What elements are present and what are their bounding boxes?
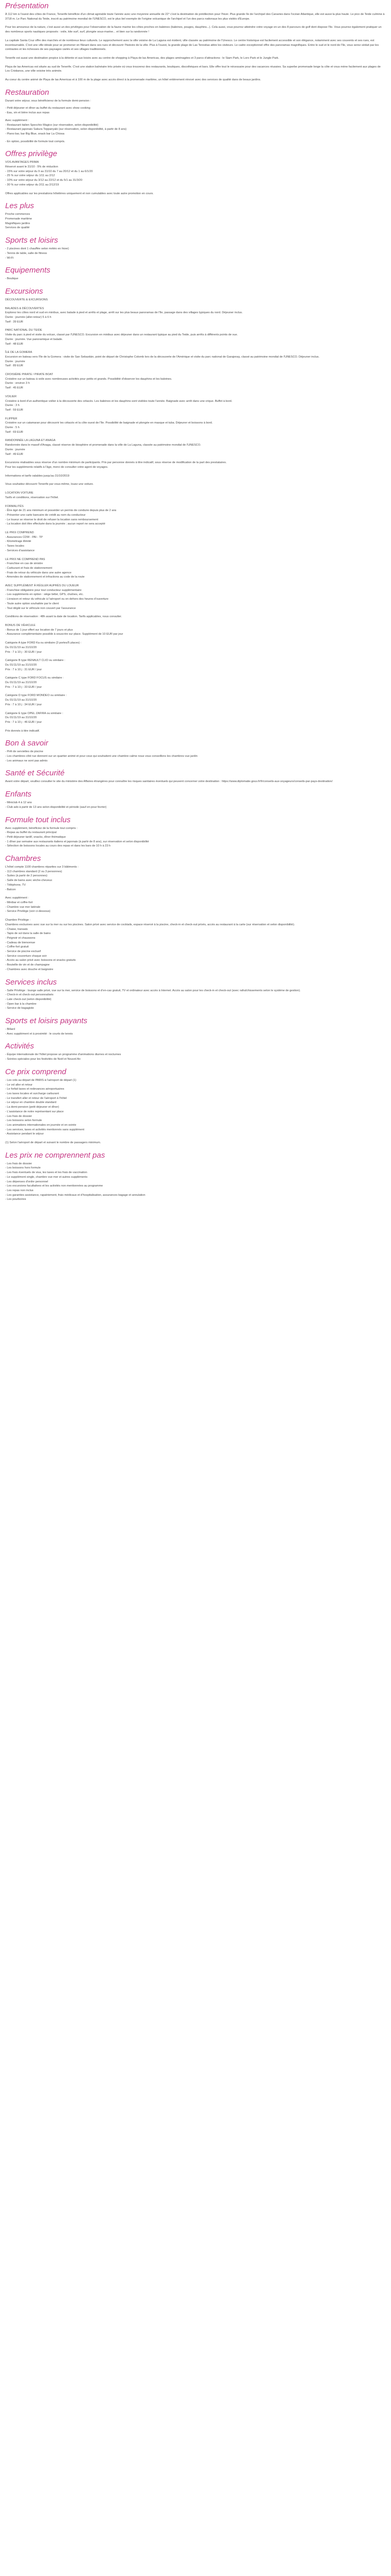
text-line: - La location doit être effectuée dans la journée ; aucun report ne sera accepté	[5, 522, 105, 526]
text-line: - Service couverture chaque soir	[5, 954, 47, 958]
text-line: Avec supplément :	[5, 896, 29, 900]
text-line: (1) Selon l'aéroport de départ et suivant le nombre de passagers minimum.	[5, 1141, 101, 1145]
section-title: Restauration	[5, 88, 50, 97]
text-block	[5, 584, 386, 611]
text-block	[5, 192, 386, 196]
text-line: - Chambre vue mer latérale	[5, 905, 41, 909]
text-line: LE PRIX NE COMPREND PAS	[5, 557, 45, 561]
text-line: Tarif : 59 EUR	[5, 408, 23, 412]
text-line: - Tout dégât sur le véhicule non couvert par l'assurance	[5, 606, 76, 610]
text-block	[5, 212, 386, 230]
text-line: Randonnée dans le massif d'Anaga, classé réserve de biosphère et promenade dans la ville de La Laguna, classée au patrimoine mondial de l'UNESCO.	[5, 444, 201, 447]
text-line: - Les frais de dossier	[5, 1114, 32, 1118]
text-line: - Petit déjeuner tardif, snacks, dîner thématique	[5, 835, 66, 839]
text-line: Du 01/11/19 au 31/10/20	[5, 699, 37, 702]
text-block	[5, 372, 386, 391]
text-line: Durée : 3 h	[5, 404, 20, 408]
text-block	[5, 918, 386, 972]
text-line: VOS AVANTAGES PRIMA	[5, 161, 39, 164]
text-line: - Taxes locales	[5, 545, 24, 548]
text-block	[5, 826, 386, 849]
section-les-plus	[5, 201, 386, 230]
text-line: Avec supplément, bénéficiez de la formule tout compris :	[5, 826, 78, 830]
text-block	[5, 693, 386, 707]
text-line: Tarif : 48 EUR	[5, 342, 23, 346]
text-line: - Tapis de sol dans la salle de bains	[5, 932, 51, 936]
text-block	[5, 1078, 386, 1137]
text-line: - Repas au buffet du restaurant principal	[5, 831, 57, 835]
text-line: - Le forfait taxes et redevances aéroportuaires	[5, 1088, 64, 1091]
text-line: LOCATION VOITURE	[5, 492, 34, 495]
section-equipements	[5, 265, 386, 281]
text-line: Conditions de réservation : 48h avant la date de location. Tarifs applicables, nous consulter.	[5, 615, 122, 619]
text-line: Playa de las Americas est située au sud de Tenerife. C'est une station balnéaire très prisée où vous trouverez des restaurants, boutiques, discothèques et bars. Elle offre tout le nécessaire pour des vacances réussies. Sa superbe promenade longe la côte et vous mène facilement aux plages de Los Cristianos, une ville voisine très animée.	[5, 65, 381, 73]
text-line: Croisière sur un catamaran pour découvrir les cétacés et la côte ouest de l'île. Possibilité de baignade et plongée en masque et tuba. Déjeuner et boissons à bord.	[5, 421, 213, 425]
text-line: - Check-in et check-out personnalisés	[5, 993, 54, 997]
text-line: - Bouteille de vin et de champagne	[5, 963, 50, 967]
section-title: Santé et Sécurité	[5, 769, 65, 778]
section-sante-et-securite	[5, 768, 386, 784]
text-block	[5, 482, 386, 487]
text-line: La capitale Santa Cruz offre des marchés et de nombreux lieux culturels. Le rapprochement avec la ville voisine de La Laguna est évident, ville classée au patrimoine de l'Unesco. Le centre historique est facilement accessible et son élégance, notamment avec ses couvents et ses rues, est incontournable. C'est une ville idéale pour se promener en flânant dans ses rues et découvrir l'histoire de la ville. Plus à l'ouest, la grande plage de Las Teresitas attire les visiteurs. Le cadre exceptionnel offre des panoramas magnifiques. Entre le sud et le nord de l'île, vous serez séduit par les contrastes et les richesses de ses paysages variés et ses villages traditionnels.	[5, 39, 379, 52]
text-line: Promenade maritime	[5, 217, 32, 221]
section-activites	[5, 1041, 386, 1061]
text-block	[5, 56, 386, 61]
text-line: - Minibar et coffre-fort	[5, 901, 33, 904]
text-line: Tarif : 69 EUR	[5, 430, 23, 434]
text-block	[5, 676, 386, 689]
text-line: Catégorie C type FORD FOCUS ou similaire :	[5, 676, 64, 680]
text-block	[5, 417, 386, 435]
text-line: - Petit déjeuner et dîner au buffet du restaurant avec show cooking	[5, 107, 91, 110]
text-line: Pour les suppléments relatifs à l'âge, merci de consulter votre agent de voyages.	[5, 466, 108, 469]
text-line: Durant votre séjour, vous bénéficierez de la formule demi-pension :	[5, 99, 91, 103]
text-line: - Chaise, transats	[5, 927, 28, 931]
text-line: Du 01/11/19 au 31/10/20	[5, 681, 37, 685]
text-line: Explorez les côtes nord et sud en minibus, avec balade à pied et arrêts et plage, arrêt sur les plus beaux panoramas de l'île, passage dans des villages typiques du nord. Déjeuner inclus.	[5, 311, 243, 315]
section-chambres	[5, 854, 386, 972]
text-block	[5, 623, 386, 637]
text-line: - 10% sur votre séjour du 3/12 au 22/12 et du 5/1 au 31/3/20	[5, 179, 83, 182]
text-line: - Billard	[5, 1028, 15, 1031]
text-line: Tarif : 89 EUR	[5, 364, 23, 368]
text-line: - Être âgé de 21 ans minimum et posséder un permis de conduire depuis plus de 2 ans	[5, 509, 117, 513]
text-line: - 25 % sur votre séjour du 1/11 au 2/12	[5, 174, 55, 178]
text-line: - Les services, taxes et activités mentionnés sans supplément	[5, 1128, 85, 1131]
section-title: Présentation	[5, 2, 49, 10]
text-line: Services de qualité	[5, 226, 30, 230]
text-line: Du 01/11/19 au 31/10/20	[5, 716, 37, 720]
text-block	[5, 1162, 386, 1202]
text-line: - Avec supplément et à proximité : le courts de tennis	[5, 1032, 73, 1036]
text-line: CROISIÈRE PIRATE / PIRATE BOAT	[5, 373, 53, 377]
text-line: Durée : environ 3 h	[5, 382, 30, 385]
section-title: Equipements	[5, 266, 51, 275]
text-line: Tarifs et conditions, réservation sur l'hôtel.	[5, 496, 59, 499]
text-line: Chambres exclusives avec vue sur la mer ou sur les piscines. Salon privé avec service de cocktails, espace réservé à la piscine, check-in et check-out privés, accès au restaurant à la carte (sur réservation et selon disponibilité).	[5, 923, 295, 926]
text-line: Prix : 7 à 10 j : 30 EUR / jour	[5, 650, 42, 654]
text-line: - Les frais éventuels de visa, les taxes et les frais de vaccination	[5, 1171, 87, 1175]
section-title: Les plus	[5, 201, 34, 211]
text-block	[5, 247, 386, 260]
text-block	[5, 779, 386, 784]
section-sports-et-loisirs	[5, 235, 386, 260]
text-block	[5, 711, 386, 725]
text-line: - Tennis de table, salle de fitness	[5, 251, 47, 255]
text-block	[5, 504, 386, 527]
text-line: Au coeur du centre animé de Playa de las Americas et à 100 m de la plage avec accès direct à la promenade maritime, un hôtel entièrement rénové avec des services de qualité dans de beaux jardins.	[5, 78, 261, 82]
text-block	[5, 729, 386, 734]
text-block	[5, 298, 386, 302]
text-line: Catégorie A type FORD Ka ou similaire (3 portes/5 places) :	[5, 641, 82, 645]
text-block	[5, 461, 386, 469]
text-line: Excursions réalisables sous réserve d'un nombre minimum de participants. Prix par personne donnés à titre indicatif, sous réserve de modification de la part des prestataires.	[5, 461, 227, 465]
text-line: Catégorie E type OPEL ZAFIRA ou similaire :	[5, 711, 63, 715]
section-offres-privilege	[5, 149, 386, 196]
text-line: Catégorie D type FORD MONDEO ou similaire :	[5, 694, 67, 698]
text-block	[5, 531, 386, 553]
text-line: - Eau, vin et bière inclus aux repas	[5, 111, 50, 115]
text-block	[5, 474, 386, 479]
text-line: - L'assistance de notre représentant sur place	[5, 1110, 64, 1113]
section-title: Les prix ne comprennent pas	[5, 1150, 105, 1160]
text-line: - Restaurant japonais Sakura Teppanyaki (sur réservation, selon disponibilité, à partir de 8 ans)	[5, 128, 127, 131]
text-line: Chambre Privilège :	[5, 919, 31, 922]
text-line: Vous souhaitez découvrir Tenerife par vous-même, louez une voiture.	[5, 483, 94, 486]
text-line: Durée : journée	[5, 448, 25, 451]
text-line: Tarif : 39 EUR	[5, 320, 23, 324]
text-line: - Le supplément single, chambre vue mer et autres suppléments	[5, 1175, 88, 1179]
text-line: Durée : 5 h	[5, 426, 20, 430]
text-line: - Club ado à partir de 13 ans selon disponibilité et période (sauf en pour fevrier)	[5, 805, 107, 809]
text-line: Pour les amoureux de la nature, c'est aussi un des privilèges pour l'observation de la faune marine les côtes proches en baleines (baleines, pouges, dauphins...). Cela aussi, vous pourrez atteindre votre voyage en un des 8 parcours de golf dont dispose l'île. Vous pourrez également pratiquer un des nombreux sports nautiques proposés : voile, kite surf, surf, plongée sous-marine... et bien sur la randonnée !	[5, 26, 382, 34]
text-line: LE PRIX COMPREND	[5, 531, 34, 535]
text-line: - Miniclub 4 à 12 ans	[5, 801, 32, 805]
text-line: - Les pourboires	[5, 1198, 26, 1201]
text-line: - Les frais de dossier	[5, 1162, 32, 1165]
section-presentation	[5, 1, 386, 82]
text-line: - Les excursions facultatives et les activités non mentionnées au programme	[5, 1184, 103, 1188]
text-line: - 113 chambres standard (2 ou 3 personnes)	[5, 870, 62, 873]
text-line: - Téléphone, TV	[5, 883, 26, 887]
text-block	[5, 641, 386, 654]
text-line: Durée : journée (aller-retour) 5 à 6 h	[5, 316, 52, 319]
text-line: Avant votre départ, veuillez consulter le site du ministère des Affaires étrangères pour connaître les risques sanitaires éventuels qui peuvent concerner votre destination : https://www.diplomatie.gouv.fr/fr/conseils-aux-voyageurs/conseils-par-pays-destination/	[5, 780, 333, 784]
text-block	[5, 750, 386, 763]
text-line: - Le vol aller et retour	[5, 1083, 32, 1087]
section-enfants	[5, 789, 386, 809]
text-line: Visite du parc à pied et visite du volcan, classé par l'UNESCO. Excursion en minibus avec déjeuner dans un restaurant typique au pied du Teide, puis arrêts à différents points de vue.	[5, 333, 238, 337]
text-line: - Suites (à partir de 2 personnes)	[5, 874, 47, 878]
text-line: - Toute autre option souhaitée par le client	[5, 602, 59, 605]
text-line: - Late check-out (selon disponibilité)	[5, 997, 52, 1001]
text-line: - Assistance pendant le séjour	[5, 1132, 44, 1136]
text-line: FORMALITÉS	[5, 504, 24, 508]
text-line: Proche commerces	[5, 213, 30, 216]
text-line: - Boutique	[5, 277, 19, 281]
text-line: - Salle de bains avec sèche-cheveux	[5, 879, 53, 883]
text-line: - Cadeau de bienvenue	[5, 941, 36, 944]
text-line: - Piano bar, bar Big Blue, snack bar La Chiosa	[5, 132, 64, 135]
text-line: - La demi-pension (petit déjeuner et dîner)	[5, 1106, 59, 1109]
text-line: RANDONNÉE LA LAGUNA ET ANAGA	[5, 439, 56, 443]
text-line: - Service de piscine exclusif	[5, 950, 41, 954]
text-line: - Kilométrage illimité	[5, 540, 31, 544]
text-line: Catégorie B type RENAULT CLIO ou similaire :	[5, 659, 66, 663]
text-line: - 30 % sur votre séjour du 2/11 au 2/12/19	[5, 183, 59, 187]
section-ce-prix-comprend	[5, 1067, 386, 1145]
text-line: À 112 km à l'ouest des côtes de France, Tenerife bénéficie d'un climat agréable toute l'année avec une moyenne annuelle de 22° c'est la destination de prédilection pour l'hiver. Plus grande île de l'archipel des Canaries dans l'océan Atlantique, elle est aussi la plus haute. Le pico de Teide culmine à 3718 m. Le Parc National du Teide, inscrit au patrimoine mondial de l'UNESCO, est le plus bel exemple de l'origine volcanique de l'archipel et l'un des parcs nationaux les plus visités d'Europe.	[5, 13, 385, 21]
text-line: - Carburant et frais de stationnement	[5, 566, 53, 570]
text-block	[5, 865, 386, 892]
text-block	[5, 989, 386, 1011]
text-block	[5, 1027, 386, 1036]
text-line: Tarif : 45 EUR	[5, 386, 23, 390]
section-sports-et-loisirs-payants	[5, 1016, 386, 1036]
text-block	[5, 801, 386, 809]
text-line: AVEC SUPPLÉMENT À RÉGLER AUPRÈS DU LOUEUR	[5, 584, 79, 588]
text-line: - Les chambres côté rue donnent sur un quartier animé et pour ceux qui souhaitent une chambre calme nous vous conseillons les chambres vue jardin	[5, 755, 198, 758]
text-line: Durée : journée	[5, 360, 25, 363]
section-restauration	[5, 88, 386, 144]
section-services-inclus	[5, 977, 386, 1011]
text-line: - Peignoir et chaussons	[5, 936, 36, 940]
text-line: - Bonus de 1 jour offert sur location de 7 jours et plus	[5, 628, 73, 632]
section-title: Ce prix comprend	[5, 1067, 67, 1076]
text-block	[5, 78, 386, 82]
section-formule-tout-inclus	[5, 815, 386, 849]
text-line: - Le séjour en chambre double standard	[5, 1101, 57, 1105]
text-line: - Chambres avec douche et baignoire	[5, 968, 54, 971]
text-line: Du 01/11/19 au 31/10/20	[5, 646, 37, 649]
text-line: - Salle Privilège : lounge salle privé, vue sur la mer, service de boissons et d'en-cas gratuit, TV et ordinateur avec accès à Internet. Accès au salon pour les check-in et check-out (avec rafraîchissements selon le système de gestion).	[5, 989, 301, 992]
text-line: - Services d'assistance	[5, 549, 35, 552]
section-title: Chambres	[5, 854, 41, 863]
text-block	[5, 395, 386, 413]
text-line: - Les boissons hors formule	[5, 1166, 41, 1170]
text-line: - Les taxes locales et surcharge carburant	[5, 1092, 59, 1095]
text-line: ÎLE DE LA GOMERA	[5, 351, 32, 354]
text-block	[5, 350, 386, 368]
text-line: VOILIER	[5, 395, 17, 398]
text-block	[5, 12, 386, 21]
text-block	[5, 277, 386, 281]
text-line: - Sélection de boissons locales au cours des repas et dans les bars de 10 h à 23 h	[5, 844, 111, 848]
text-line: - Service de bagagiste	[5, 1007, 34, 1010]
text-line: - Les garanties assistance, rapatriement, frais médicaux et d'hospitalisation, assurances bagage et annulation	[5, 1193, 145, 1197]
text-block	[5, 65, 386, 74]
section-les-prix-ne-comprennent-pas	[5, 1150, 386, 1202]
text-line: - Coffre-fort gratuit	[5, 945, 29, 949]
text-line: - 15% sur votre séjour du 9 au 31/10 du 7 au 20/12 et du 1 au 6/1/20	[5, 170, 93, 173]
text-line: FLIPPER	[5, 417, 18, 420]
text-line: Prix : 7 à 10 j : 34 EUR / jour	[5, 703, 42, 706]
text-line: - Frais de retour du véhicule dans une autre agence	[5, 571, 72, 574]
text-line: - Accès au salon privé avec boissons et snacks gratuits	[5, 959, 76, 962]
section-title: Offres privilège	[5, 149, 57, 159]
text-line: - Franchise en cas de sinistre	[5, 562, 43, 566]
text-block	[5, 307, 386, 325]
text-line: Réservé avant le 31/10 : 5% de réduction	[5, 165, 58, 169]
text-line: - 1 dîner par semaine aux restaurants italiens et japonais (à partir de 8 ans), sur réservation et selon disponibilité	[5, 840, 149, 843]
section-title: Sports et loisirs	[5, 236, 58, 245]
text-line: - Les suppléments en option : siège bébé, GPS, chaînes, etc.	[5, 593, 84, 597]
text-block	[5, 25, 386, 34]
text-block	[5, 1053, 386, 1061]
text-block	[5, 658, 386, 672]
text-line: - Open bar à la chambre	[5, 1002, 37, 1006]
text-line: DÉCOUVERTE & EXCURSIONS	[5, 298, 48, 301]
text-line: - En option, possibilité de formule tout compris.	[5, 140, 66, 143]
text-line: - Le loueur se réserve le droit de refuser la location sans remboursement	[5, 518, 99, 521]
text-line: Prix : 7 à 10 j : 31 EUR / jour	[5, 668, 42, 671]
text-line: Croisière à bord d'un authentique voilier à la découverte des cétacés. Les baleines et les dauphins sont visibles toute l'année. Baignade avec arrêt dans une crique. Buffet à bord.	[5, 399, 233, 403]
section-excursions	[5, 286, 386, 733]
text-block	[5, 491, 386, 500]
text-line: Prix : 7 à 10 j : 33 EUR / jour	[5, 685, 42, 689]
text-line: - Livraison et retour du véhicule à l'aéroport ou en dehors des heures d'ouverture	[5, 598, 109, 601]
section-title: Excursions	[5, 286, 43, 296]
text-block	[5, 438, 386, 456]
text-line: - Restaurant italien Specchio Magico (sur réservation, selon disponibilité)	[5, 123, 99, 127]
text-line: PARC NATIONAL DU TEIDE	[5, 329, 42, 332]
text-line: - Présenter une carte bancaire de crédit au nom du conducteur	[5, 513, 86, 517]
text-line: Tenerife est aussi une destination propice à la détente et aux loisirs avec au centre de shopping à Playa de las Americas, des plages aménagées et 3 parcs d'attractions : le Siam Park, le Loro Park et le Jungle Park.	[5, 56, 279, 60]
text-line: BALADES & DÉCOUVERTES	[5, 307, 44, 310]
text-line: - Équipe internationale de l'hôtel propose un programme d'animations diurnes et nocturnes	[5, 1053, 121, 1057]
text-line: - Service Privilège (voir ci-dessous)	[5, 910, 51, 913]
section-title: Services inclus	[5, 977, 57, 987]
section-title: Activités	[5, 1042, 34, 1051]
text-line: Durée : journée. Vue panoramique et balade.	[5, 337, 63, 341]
text-block	[5, 328, 386, 346]
text-block	[5, 39, 386, 52]
section-title: Enfants	[5, 790, 31, 799]
text-line: Excursion en bateau vers l'île de la Gomera : visite de San Sebastián, point de départ de Christophe Colomb lors de la découverte de l'Amérique et visite du parc national de Garajonay, classé au patrimoine mondial de l'UNESCO. Déjeuner inclus.	[5, 355, 320, 359]
text-line: - Les repas non inclus	[5, 1189, 34, 1192]
section-title: Bon à savoir	[5, 739, 48, 748]
text-line: - Les dépenses d'ordre personnel	[5, 1180, 48, 1183]
text-line: - Le transfert aller et retour de l'aéroport à l'hôtel	[5, 1096, 67, 1100]
text-line: - Amendes de stationnement et infractions au code de la route	[5, 575, 85, 579]
section-bon-a-savoir	[5, 738, 386, 763]
text-line: L'hôtel compte 1100 chambres réparties sur 3 bâtiments :	[5, 866, 79, 869]
text-line: - Assurance complémentaire possible à souscrire sur place. Supplément de 10 EUR par jour	[5, 633, 123, 636]
text-block	[5, 1141, 386, 1145]
text-block	[5, 557, 386, 580]
text-line: - Franchise obligatoire pour tout conducteur supplémentaire	[5, 588, 82, 592]
text-line: Tarif : 49 EUR	[5, 452, 23, 456]
text-line: - Prêt de serviettes de piscine	[5, 750, 43, 754]
text-line: - Balcon	[5, 888, 16, 891]
text-line: Prix donnés à titre indicatif.	[5, 729, 40, 733]
text-line: Prix : 7 à 10 j : 46 EUR / jour	[5, 720, 42, 724]
text-line: BONUS DE VÉHICULE	[5, 623, 36, 627]
text-block	[5, 615, 386, 619]
text-block	[5, 160, 386, 187]
text-line: - 2 piscines dont 1 chauffée selon météo en hiver)	[5, 247, 69, 251]
text-line: Croisière sur un bateau à voile avec nombreuses activités pour petits et grands. Possibilité d'observer les dauphins et les baleines.	[5, 377, 172, 381]
text-line: - Les boissons selon formule	[5, 1119, 42, 1123]
text-line: - Les vols au départ de PARIS à l'aéroport de départ (1)	[5, 1078, 76, 1082]
text-line: - Les animations internationales en journée et en soirée	[5, 1123, 76, 1127]
section-title: Sports et loisirs payants	[5, 1016, 88, 1026]
text-block	[5, 896, 386, 914]
text-line: Avec supplément :	[5, 118, 29, 122]
text-line: - Wi-Fi	[5, 256, 14, 260]
text-block	[5, 99, 386, 144]
text-line: - Soirées spéciales pour les festivités de Noël et Nouvel An	[5, 1058, 81, 1061]
text-line: Du 01/11/19 au 31/10/20	[5, 663, 37, 667]
text-line: Offres applicables sur les prestations hôtelières uniquement et non cumulables avec toute autre promotion en cours.	[5, 192, 154, 195]
text-line: Informations et tarifs valables jusqu'au 31/10/2019	[5, 474, 70, 478]
text-line: - Assurances CDW - PAI - TP	[5, 535, 43, 539]
section-title: Formule tout inclus	[5, 815, 71, 824]
text-line: - Les animaux ne sont pas admis	[5, 759, 48, 762]
text-line: Magnifiques jardins	[5, 222, 30, 225]
